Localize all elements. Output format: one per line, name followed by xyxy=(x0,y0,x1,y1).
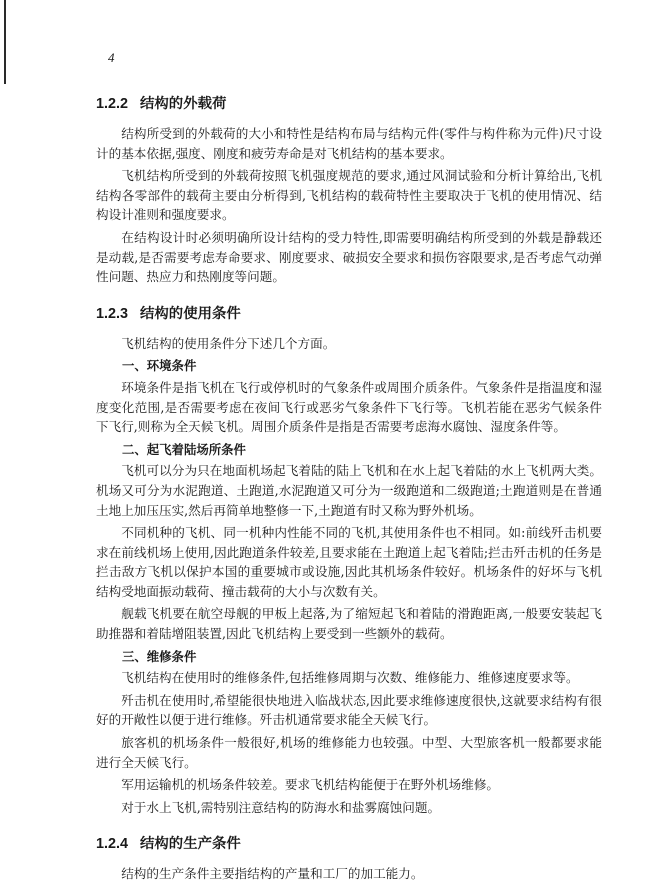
paragraph: 飞机可以分为只在地面机场起飞着陆的陆上飞机和在水上起飞着陆的水上飞机两大类。机场又可分为水泥跑道、土跑道,水泥跑道又可分为一级跑道和二级跑道;土跑道则是在普通土地上加压压实,然后再简单地整修一下,土跑道有时又称为野外机场。 xyxy=(96,463,602,518)
section-number: 1.2.2 xyxy=(96,96,129,112)
page-number: 4 xyxy=(108,50,115,65)
subsection-heading-airfield: 二、起飞着陆场所条件 xyxy=(122,441,246,457)
paragraph: 舰载飞机要在航空母舰的甲板上起落,为了缩短起飞和着陆的滑跑距离,一般要安装起飞助推器和着陆增阻装置,因此飞机结构上要受到一些额外的载荷。 xyxy=(96,606,602,642)
section-title: 结构的使用条件 xyxy=(140,305,241,322)
scan-edge-line xyxy=(4,0,6,84)
section-heading-1-2-3 xyxy=(96,304,602,324)
section-title: 结构的外载荷 xyxy=(140,96,227,112)
section-number: 1.2.3 xyxy=(96,305,129,322)
paragraph: 飞机结构所受到的外载荷按照飞机强度规范的要求,通过风洞试验和分析计算给出,飞机结构各零部件的载荷主要由分析得到,飞机结构的载荷特性主要取决于飞机的使用情况、结构设计准则和强度要求。 xyxy=(96,168,602,223)
paragraph: 对于水上飞机,需特别注意结构的防海水和盐雾腐蚀问题。 xyxy=(121,799,441,815)
paragraph: 结构所受到的外载荷的大小和特性是结构布局与结构元件(零件与构件称为元件)尺寸设计的基本依据,强度、刚度和疲劳寿命是对飞机结构的基本要求。 xyxy=(96,126,602,161)
paragraph: 不同机种的飞机、同一机种内性能不同的飞机,其使用条件也不相同。如:前线歼击机要求在前线机场上使用,因此跑道条件较差,且要求能在土跑道上起飞着陆;拦击歼击机的任务是拦击敌方飞机以保护本国的重要城市或设施,因此其机场条件较好。机场条件的好坏与飞机结构受地面振动载荷、撞击载荷的大小与次数有关。 xyxy=(96,525,602,599)
paragraph: 飞机结构在使用时的维修条件,包括维修周期与次数、维修能力、维修速度要求等。 xyxy=(121,670,579,686)
paragraph: 旅客机的机场条件一般很好,机场的维修能力也较强。中型、大型旅客机一般都要求能进行全天候飞行。 xyxy=(96,735,602,770)
section-heading-1-2-2 xyxy=(96,94,602,114)
paragraph: 环境条件是指飞机在飞行或停机时的气象条件或周围介质条件。气象条件是指温度和湿度变化范围,是否需要考虑在夜间飞行或恶劣气象条件下飞行等。飞机若能在恶劣气候条件下飞行,则称为全天候飞机。周围介质条件是指是否需要考虑海水腐蚀、湿度条件等。 xyxy=(96,379,602,435)
document-body xyxy=(96,94,602,887)
paragraph: 歼击机在使用时,希望能很快地进入临战状态,因此要求维修速度很快,这就要求结构有很好的开敞性以便于进行维修。歼击机通常要求能全天候飞行。 xyxy=(96,692,602,728)
paragraph: 军用运输机的机场条件较差。要求飞机结构能便于在野外机场维修。 xyxy=(121,777,499,793)
section-heading-1-2-4 xyxy=(96,834,602,854)
paragraph-intro: 飞机结构的使用条件分下述几个方面。 xyxy=(121,335,336,351)
paragraph: 在结构设计时必须明确所设计结构的受力特性,即需要明确结构所受到的外载是静载还是动载,是否需要考虑寿命要求、刚度要求、破损安全要求和损伤容限要求,是否考虑气动弹性问题、热应力和热刚度等问题。 xyxy=(96,229,602,285)
subsection-heading-maintenance: 三、维修条件 xyxy=(122,648,197,664)
subsection-heading-environment: 一、环境条件 xyxy=(122,358,197,374)
paragraph: 结构的生产条件主要指结构的产量和工厂的加工能力。 xyxy=(121,866,424,882)
section-title: 结构的生产条件 xyxy=(140,836,241,853)
section-number: 1.2.4 xyxy=(96,836,129,853)
